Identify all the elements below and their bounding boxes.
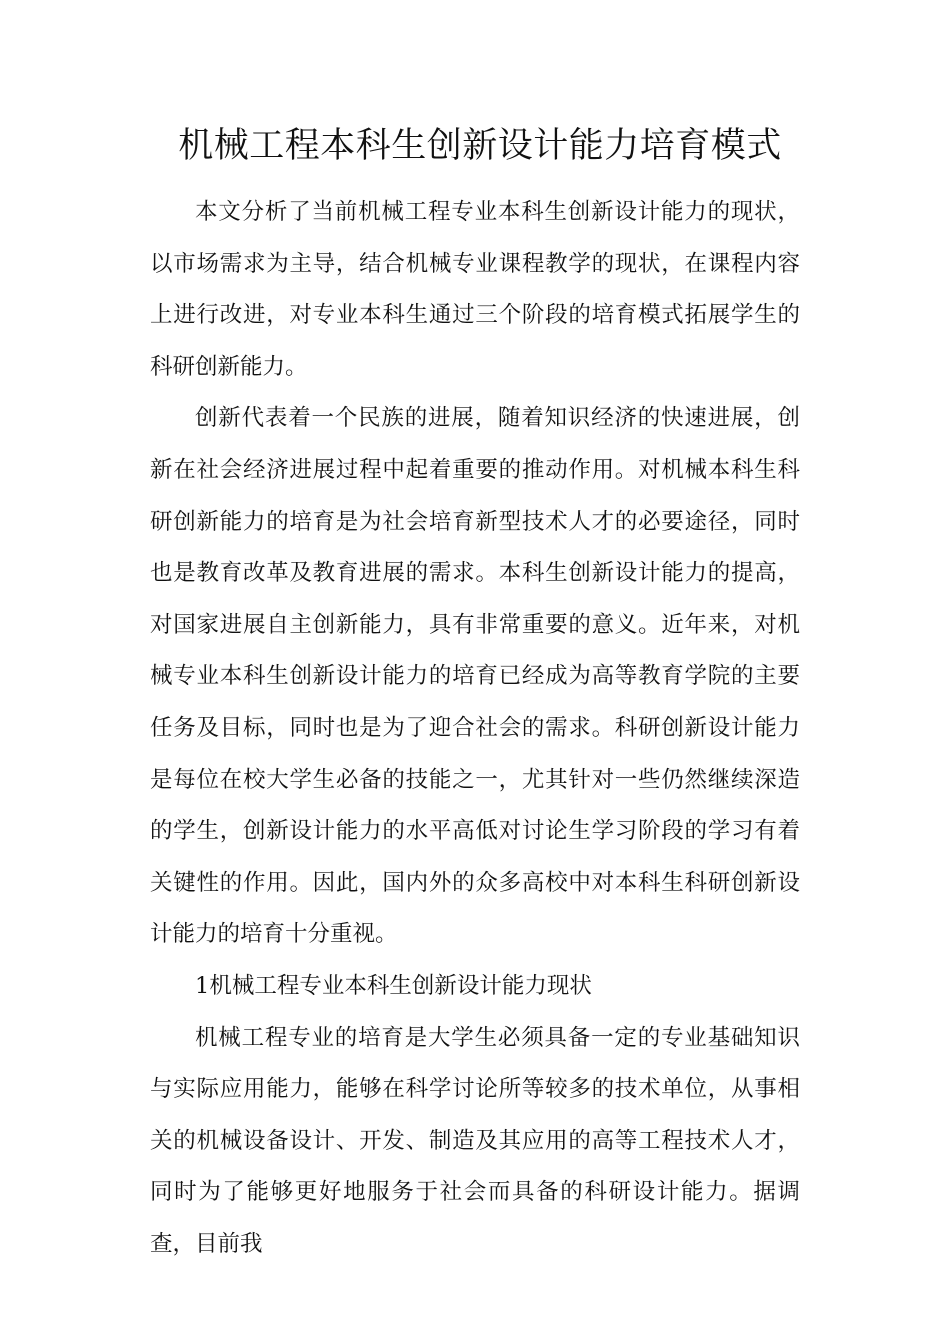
paragraph-abstract: 本文分析了当前机械工程专业本科生创新设计能力的现状，以市场需求为主导，结合机械专业课程教学的现状，在课程内容上进行改进，对专业本科生通过三个阶段的培育模式拓展学生的科研创新能力。 [150, 199, 800, 380]
document-body [150, 187, 800, 1270]
paragraph-section-1: 机械工程专业的培育是大学生必须具备一定的专业基础知识与实际应用能力，能够在科学讨论所等较多的技术单位，从事相关的机械设备设计、开发、制造及其应用的高等工程技术人才，同时为了能够更好地服务于社会而具备的科研设计能力。据调查，目前我 [150, 1024, 800, 1257]
paragraph-introduction: 创新代表着一个民族的进展，随着知识经济的快速进展，创新在社会经济进展过程中起着重要的推动作用。对机械本科生科研创新能力的培育是为社会培育新型技术人才的必要途径，同时也是教育改革及教育进展的需求。本科生创新设计能力的提高，对国家进展自主创新能力，具有非常重要的意义。近年来，对机械专业本科生创新设计能力的培育已经成为高等教育学院的主要任务及目标，同时也是为了迎合社会的需求。科研创新设计能力是每位在校大学生必备的技能之一，尤其针对一些仍然继续深造的学生，创新设计能力的水平高低对讨论生学习阶段的学习有着关键性的作用。因此，国内外的众多高校中对本科生科研创新设计能力的培育十分重视。 [150, 405, 800, 948]
document-title: 机械工程本科生创新设计能力培育模式 [178, 126, 782, 166]
section-heading: 1机械工程专业本科生创新设计能力现状 [195, 972, 592, 999]
